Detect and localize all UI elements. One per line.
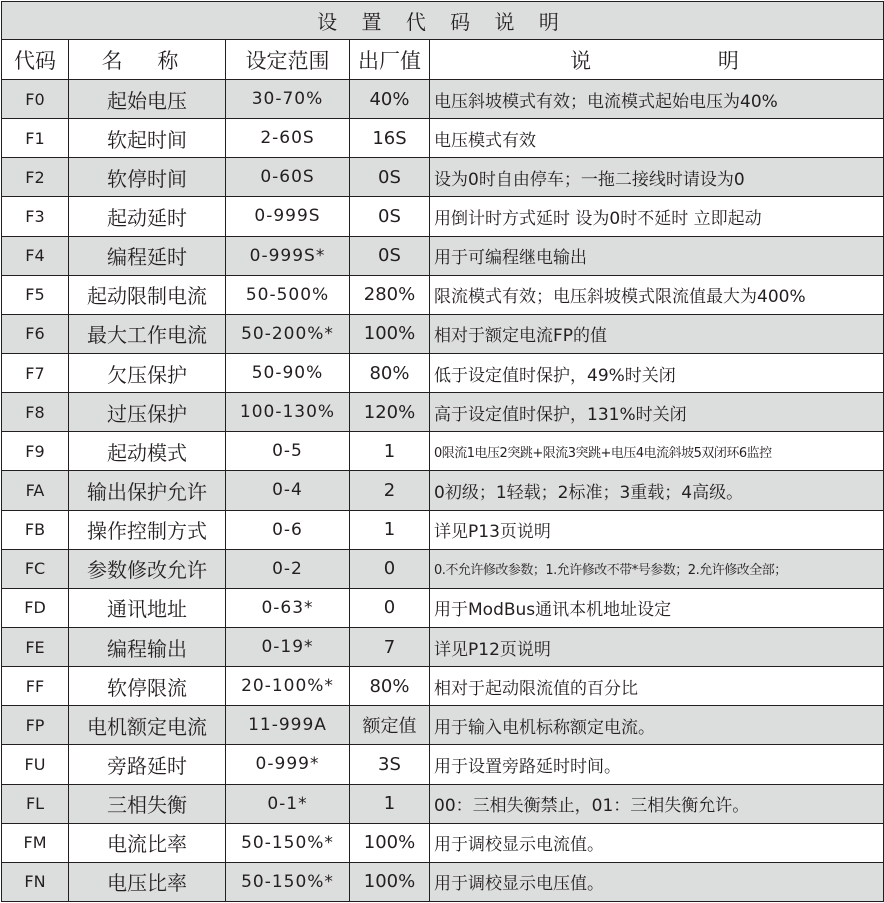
table-body (2, 80, 884, 902)
table-row (2, 627, 884, 666)
row-name: 欠压保护 (69, 353, 226, 392)
row-description: 用于调校显示电流值。 (430, 823, 884, 862)
row-range: 0-4 (226, 471, 350, 510)
row-default: 80% (350, 667, 430, 706)
row-description: 00：三相失衡禁止，01：三相失衡允许。 (430, 784, 884, 823)
table-row (2, 119, 884, 158)
row-default: 1 (350, 510, 430, 549)
row-name: 电机额定电流 (69, 706, 226, 745)
header-row (2, 40, 884, 80)
row-default: 1 (350, 784, 430, 823)
row-name: 通讯地址 (69, 588, 226, 627)
row-code: F7 (2, 353, 69, 392)
row-description: 设为0时自由停车；一拖二接线时请设为0 (430, 158, 884, 197)
row-default: 3S (350, 745, 430, 784)
row-range: 0-999S (226, 197, 350, 236)
row-code: FC (2, 549, 69, 588)
row-default: 100% (350, 862, 430, 901)
row-description: 用于调校显示电压值。 (430, 862, 884, 901)
row-description: 限流模式有效；电压斜坡模式限流值最大为400% (430, 275, 884, 314)
header-code: 代码 (2, 40, 69, 80)
row-range: 0-60S (226, 158, 350, 197)
table-row (2, 862, 884, 901)
row-code: FL (2, 784, 69, 823)
row-code: F5 (2, 275, 69, 314)
row-range: 2-60S (226, 119, 350, 158)
row-description: 高于设定值时保护，131%时关闭 (430, 393, 884, 432)
row-range: 0-1* (226, 784, 350, 823)
row-name: 操作控制方式 (69, 510, 226, 549)
table-row (2, 823, 884, 862)
row-range: 50-200%* (226, 314, 350, 353)
row-name: 起动模式 (69, 432, 226, 471)
row-code: F2 (2, 158, 69, 197)
row-code: FN (2, 862, 69, 901)
row-default: 0S (350, 236, 430, 275)
row-description: 电压模式有效 (430, 119, 884, 158)
header-default: 出厂值 (350, 40, 430, 80)
row-range: 30-70% (226, 80, 350, 119)
row-code: FD (2, 588, 69, 627)
row-name: 最大工作电流 (69, 314, 226, 353)
row-name: 起始电压 (69, 80, 226, 119)
header-name: 名 称 (69, 40, 226, 80)
row-description: 详见P13页说明 (430, 510, 884, 549)
row-range: 0-19* (226, 627, 350, 666)
row-code: F8 (2, 393, 69, 432)
row-range: 50-150%* (226, 823, 350, 862)
row-code: FE (2, 627, 69, 666)
title-row (2, 2, 884, 40)
row-description: 详见P12页说明 (430, 627, 884, 666)
row-default: 16S (350, 119, 430, 158)
row-default: 100% (350, 314, 430, 353)
row-default: 额定值 (350, 706, 430, 745)
row-name: 过压保护 (69, 393, 226, 432)
table-row (2, 706, 884, 745)
row-code: F4 (2, 236, 69, 275)
table-title: 设 置 代 码 说 明 (2, 2, 884, 40)
row-name: 起动限制电流 (69, 275, 226, 314)
row-code: F3 (2, 197, 69, 236)
row-name: 编程输出 (69, 627, 226, 666)
row-name: 旁路延时 (69, 745, 226, 784)
table-row (2, 393, 884, 432)
row-default: 120% (350, 393, 430, 432)
table-row (2, 353, 884, 392)
row-default: 0S (350, 197, 430, 236)
row-code: FU (2, 745, 69, 784)
table-row (2, 784, 884, 823)
row-range: 0-5 (226, 432, 350, 471)
row-name: 参数修改允许 (69, 549, 226, 588)
row-code: FP (2, 706, 69, 745)
row-code: F6 (2, 314, 69, 353)
row-default: 0 (350, 549, 430, 588)
row-name: 编程延时 (69, 236, 226, 275)
row-code: FM (2, 823, 69, 862)
row-name: 电流比率 (69, 823, 226, 862)
table-row (2, 275, 884, 314)
row-name: 软停时间 (69, 158, 226, 197)
row-description: 相对于起动限流值的百分比 (430, 667, 884, 706)
row-description: 相对于额定电流FP的值 (430, 314, 884, 353)
table-row (2, 197, 884, 236)
row-code: FA (2, 471, 69, 510)
row-default: 40% (350, 80, 430, 119)
row-description: 电压斜坡模式有效；电流模式起始电压为40% (430, 80, 884, 119)
table-row (2, 588, 884, 627)
row-range: 0-999* (226, 745, 350, 784)
row-default: 2 (350, 471, 430, 510)
row-description: 0限流1电压2突跳+限流3突跳+电压4电流斜坡5双闭环6监控 (430, 432, 884, 471)
row-range: 0-2 (226, 549, 350, 588)
row-name: 三相失衡 (69, 784, 226, 823)
row-code: F9 (2, 432, 69, 471)
table-row (2, 471, 884, 510)
row-code: F0 (2, 80, 69, 119)
header-range: 设定范围 (226, 40, 350, 80)
row-name: 电压比率 (69, 862, 226, 901)
row-description: 用于可编程继电输出 (430, 236, 884, 275)
row-range: 0-999S* (226, 236, 350, 275)
row-name: 软停限流 (69, 667, 226, 706)
table-row (2, 667, 884, 706)
row-range: 20-100%* (226, 667, 350, 706)
row-range: 50-150%* (226, 862, 350, 901)
row-range: 50-90% (226, 353, 350, 392)
row-description: 0.不允许修改参数；1.允许修改不带*号参数；2.允许修改全部； (430, 549, 884, 588)
row-default: 0 (350, 588, 430, 627)
row-code: F1 (2, 119, 69, 158)
row-range: 50-500% (226, 275, 350, 314)
table-row (2, 314, 884, 353)
row-range: 11-999A (226, 706, 350, 745)
row-code: FB (2, 510, 69, 549)
row-description: 用于ModBus通讯本机地址设定 (430, 588, 884, 627)
table-row (2, 80, 884, 119)
table-row (2, 510, 884, 549)
header-desc: 说 明 (430, 40, 884, 80)
row-code: FF (2, 667, 69, 706)
row-name: 软起时间 (69, 119, 226, 158)
row-description: 低于设定值时保护，49%时关闭 (430, 353, 884, 392)
table-row (2, 745, 884, 784)
row-description: 0初级；1轻载；2标准；3重载；4高级。 (430, 471, 884, 510)
row-name: 输出保护允许 (69, 471, 226, 510)
row-range: 100-130% (226, 393, 350, 432)
row-description: 用于设置旁路延时时间。 (430, 745, 884, 784)
row-default: 1 (350, 432, 430, 471)
table-row (2, 549, 884, 588)
table-row (2, 236, 884, 275)
row-range: 0-63* (226, 588, 350, 627)
table-row (2, 158, 884, 197)
row-default: 80% (350, 353, 430, 392)
row-range: 0-6 (226, 510, 350, 549)
table-row (2, 432, 884, 471)
row-default: 7 (350, 627, 430, 666)
row-name: 起动延时 (69, 197, 226, 236)
row-description: 用倒计时方式延时 设为0时不延时 立即起动 (430, 197, 884, 236)
row-default: 0S (350, 158, 430, 197)
row-description: 用于输入电机标称额定电流。 (430, 706, 884, 745)
row-default: 100% (350, 823, 430, 862)
row-default: 280% (350, 275, 430, 314)
parameter-table (1, 1, 884, 902)
